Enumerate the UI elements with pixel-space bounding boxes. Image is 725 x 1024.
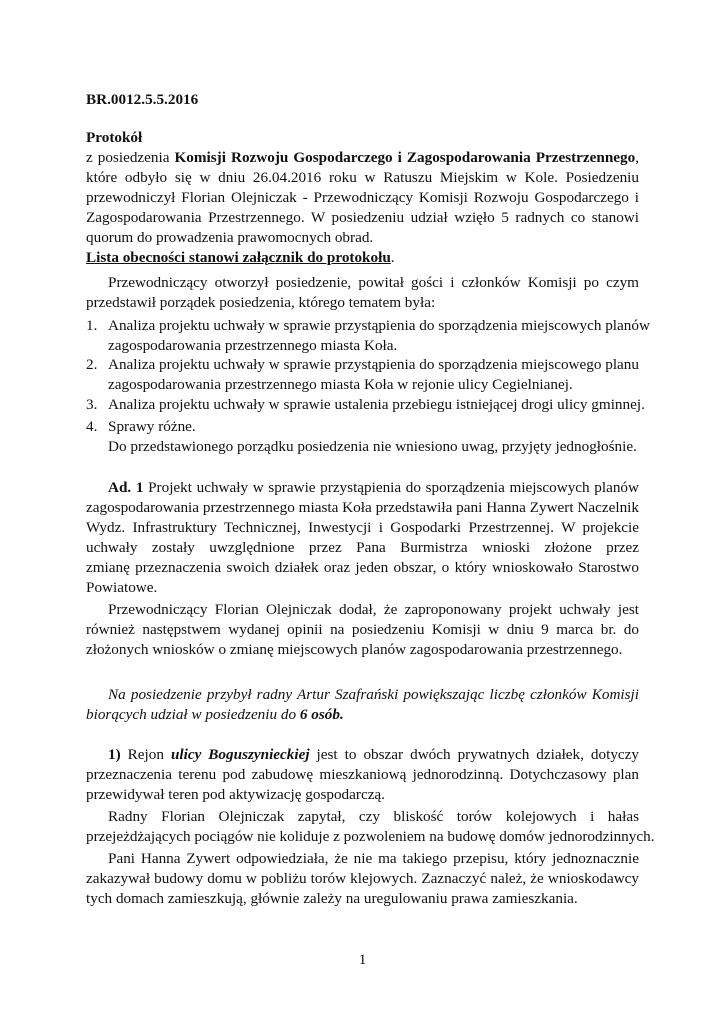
intro-line: przewodniczył Florian Olejniczak - Przewodniczący Komisji Rozwoju Gospodarczego i [86, 189, 639, 206]
point1-line: 1) Rejon ulicy Boguszynieckiej jest to obszar dwóch prywatnych działek, dotyczy [108, 746, 639, 763]
ad1-line: Wydz. Infrastruktury Technicznej, Inwestycji i Gospodarki Przestrzennej. W projekcie [86, 519, 639, 536]
agenda-item-text: Sprawy różne. [108, 418, 196, 435]
committee-name: Komisji Rozwoju Gospodarczego i Zagospodarowania Przestrzennego [174, 149, 636, 166]
point1-line: Radny Florian Olejniczak zapytał, czy bliskość torów kolejowych i hałas [108, 808, 639, 825]
point1-label: 1) [108, 746, 121, 763]
ad1-label: Ad. 1 [108, 479, 144, 496]
point1-section [86, 745, 655, 909]
agenda-acceptance-note: Do przedstawionego porządku posiedzenia nie wniesiono uwag, przyjęty jednogłośnie. [108, 438, 637, 455]
intro-line: które odbyło się w dniu 26.04.2016 roku w Ratuszu Miejskim w Kole. Posiedzeniu [86, 169, 639, 186]
member-count: 6 osób. [299, 706, 344, 723]
arrival-note-line: biorących udział w posiedzeniu do 6 osób. [86, 706, 344, 723]
point1-line: przejeżdżających pociągów nie koliduje z pozwoleniem na budowę domów jednorodzinnych. [86, 828, 655, 845]
document-reference-text: BR.0012.5.5.2016 [86, 91, 199, 108]
ad1-line: Ad. 1 Projekt uchwały w sprawie przystąpienia do sporządzenia miejscowych planów [108, 479, 639, 496]
point1-line: Pani Hanna Zywert odpowiedziała, że nie ma takiego przepisu, który jednoznacznie [108, 850, 639, 867]
attendance-note: Lista obecności stanowi załącznik do protokołu. [86, 249, 395, 266]
agenda-item-text: Analiza projektu uchwały w sprawie przystąpienia do sporządzenia miejscowych planów [108, 317, 650, 334]
page-number: 1 [358, 951, 367, 968]
agenda-intro-line: przedstawił porządek posiedzenia, którego tematem była: [86, 294, 436, 311]
ad1-line: zmianę przeznaczenia swoich działek oraz jeden obszar, o który wnioskowało Starostwo [86, 559, 639, 576]
arrival-note [86, 685, 639, 725]
agenda-item-text: zagospodarowania przestrzennego miasta Koła. [108, 337, 398, 354]
point1-line: zakazywał budowy domu w pobliżu torów klejowych. Zaznaczyć należ, że wnioskodawcy [86, 870, 639, 887]
street-name: ulicy Boguszynieckiej [170, 746, 310, 763]
ad1-line: Przewodniczący Florian Olejniczak dodał, że zaproponowany projekt uchwały jest [108, 601, 639, 618]
document-reference [86, 90, 639, 110]
point1-line: przeznaczenia terenu pod zabudowę mieszkaniową jednorodzinną. Dotychczasowy plan [86, 766, 639, 783]
ad1-line: zagospodarowania przestrzennego miasta Koła przedstawiła pani Hanna Zywert Naczelnik [86, 499, 639, 516]
point1-line: przewidywał teren pod aktywizację gospodarczą. [86, 786, 385, 803]
protocol-heading: Protokół [86, 129, 143, 146]
intro-line: quorum do prowadzenia prawomocnych obrad. [86, 229, 374, 246]
arrival-note-line: Na posiedzenie przybył radny Artur Szafrański powiększając liczbę członków Komisji [108, 686, 639, 703]
ad1-line: Powiatowe. [86, 579, 158, 596]
ad1-line: uchwały zostały uwzględnione przez Pana Burmistrza wnioski złożone przez [86, 539, 639, 556]
agenda-item-number: 2. [86, 356, 98, 373]
ad1-line: złożonych wniosków o zmianę miejscowych planów zagospodarowania przestrzennego. [86, 641, 623, 658]
intro-line: Zagospodarowania Przestrzennego. W posiedzeniu udział wzięło 5 radnych co stanowi [86, 209, 639, 226]
point1-line: tych domach zamieszkują, głównie zależy na uregulowaniu prawa zamieszkania. [86, 890, 578, 907]
agenda-item-number: 4. [86, 418, 98, 435]
agenda-intro [86, 273, 639, 313]
agenda-intro-line: Przewodniczący otworzył posiedzenie, powitał gości i członków Komisji po czym [108, 274, 639, 291]
agenda-item-text: Analiza projektu uchwały w sprawie ustalenia przebiegu istniejącej drogi ulicy gminnej. [108, 396, 645, 413]
agenda-item-number: 3. [86, 396, 98, 413]
agenda-item-number: 1. [86, 317, 98, 334]
agenda-item-text: Analiza projektu uchwały w sprawie przystąpienia do sporządzenia miejscowego planu [108, 356, 639, 373]
agenda-item-text: zagospodarowania przestrzennego miasta Koła w rejonie ulicy Cegielnianej. [108, 376, 573, 393]
ad1-section [86, 478, 639, 660]
protocol-intro [86, 128, 639, 268]
intro-line: z posiedzenia Komisji Rozwoju Gospodarczego i Zagospodarowania Przestrzennego, [86, 149, 639, 166]
ad1-line: również następstwem wydanej opinii na posiedzeniu Komisji w dniu 9 marca br. do [86, 621, 639, 638]
